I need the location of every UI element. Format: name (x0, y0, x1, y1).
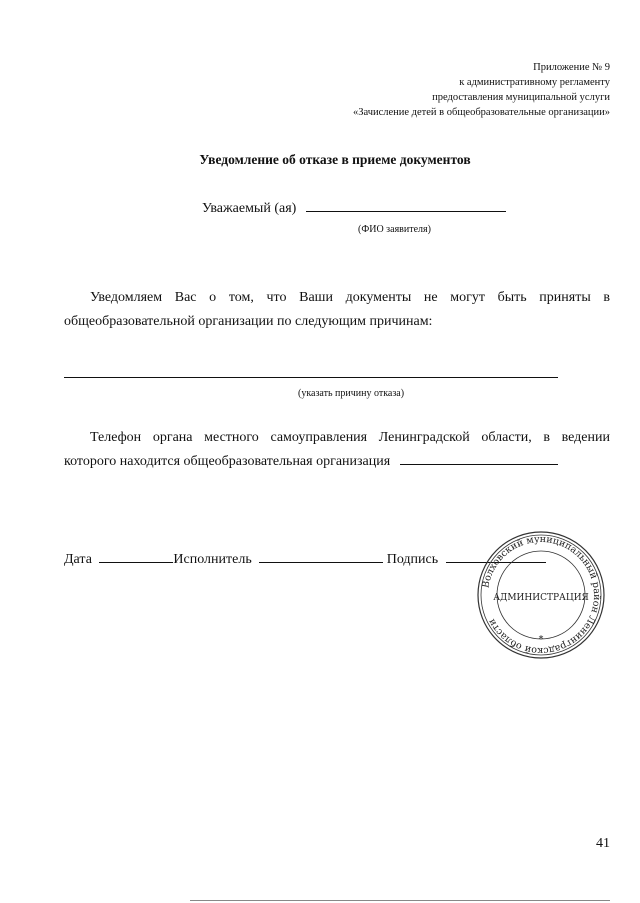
appendix-header (290, 60, 610, 120)
greeting-row (202, 199, 506, 217)
appendix-service-name: «Зачисление детей в общеобразовательные организации» (352, 107, 610, 118)
notice-line-1: Уведомляем Вас о том, что Ваши документы не могут быть приняты в (90, 290, 610, 305)
phone-paragraph (64, 426, 610, 474)
stamp-center-text: АДМИНИСТРАЦИЯ (493, 593, 589, 603)
document-title: Уведомление об отказе в приеме документов (199, 152, 471, 167)
applicant-name-blank (306, 199, 506, 212)
greeting-label: Уважаемый (ая) (202, 201, 297, 216)
stamp-star-icon: * (538, 634, 544, 645)
reason-caption: (указать причину отказа) (298, 388, 405, 399)
date-blank (99, 550, 173, 563)
official-stamp-seal (476, 530, 606, 660)
footer-rule (190, 900, 610, 901)
executor-blank (259, 550, 383, 563)
date-label: Дата (64, 552, 92, 567)
executor-label: Исполнитель (173, 552, 252, 567)
applicant-name-caption: (ФИО заявителя) (358, 224, 431, 235)
appendix-service: предоставления муниципальной услуги (432, 92, 610, 103)
page-number: 41 (596, 836, 610, 851)
phone-blank (400, 452, 558, 465)
phone-line-2: которого находится общеобразовательная организация (64, 454, 391, 469)
reason-blank-line (64, 377, 558, 378)
notice-paragraph (64, 286, 610, 334)
stamp-outer-arc-text: Волховский муниципальный район Ленинградской области (480, 533, 603, 657)
phone-line-1: Телефон органа местного самоуправления Ленинградской области, в ведении (90, 430, 610, 445)
signature-row (64, 550, 546, 568)
notice-line-2: общеобразовательной организации по следующим причинам: (64, 314, 433, 329)
signature-label: Подпись (386, 552, 439, 567)
appendix-number: Приложение № 9 (533, 62, 610, 73)
appendix-regulation: к административному регламенту (459, 77, 610, 88)
